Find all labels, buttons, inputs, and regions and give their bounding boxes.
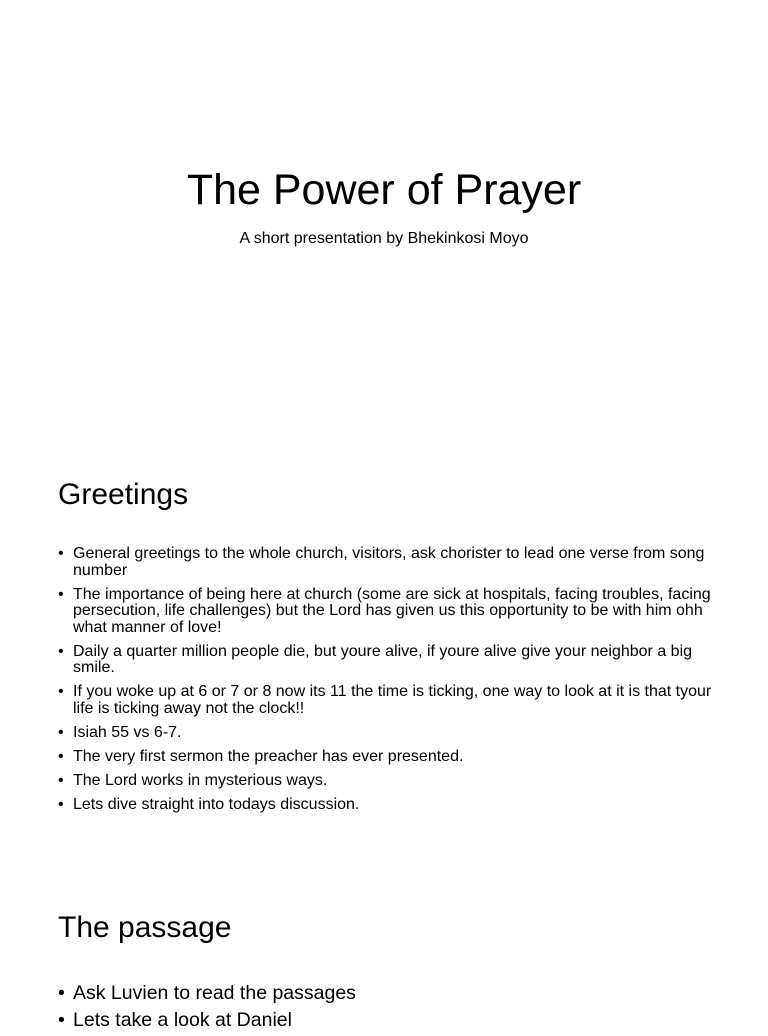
title-slide xyxy=(0,0,768,432)
bullet-list xyxy=(58,982,718,1036)
slide-heading: Greetings xyxy=(58,478,189,511)
bullet-list xyxy=(58,546,718,821)
bullet-item: • Daily a quarter million people die, but youre alive, if youre alive give your neighbor a big smile. xyxy=(58,644,718,677)
bullet-item: • The importance of being here at church (some are sick at hospitals, facing troubles, facing persecution, life challenges) but the Lord has given us this opportunity to be with him ohh what manner of love! xyxy=(58,587,718,637)
greetings-slide xyxy=(0,433,768,865)
bullet-item: • Lets take a look at Daniel xyxy=(58,1009,718,1031)
passage-slide xyxy=(0,866,768,1031)
bullet-item: • General greetings to the whole church, visitors, ask chorister to lead one verse from song number xyxy=(58,546,718,579)
presentation-subtitle: A short presentation by Bhekinkosi Moyo xyxy=(239,230,529,247)
bullet-item: • The very first sermon the preacher has ever presented. xyxy=(58,749,718,766)
bullet-item: • Ask Luvien to read the passages xyxy=(58,982,718,1004)
bullet-item: • The Lord works in mysterious ways. xyxy=(58,773,718,790)
slide-heading: The passage xyxy=(58,911,232,944)
bullet-item: • If you woke up at 6 or 7 or 8 now its 11 the time is ticking, one way to look at it is that tyour life is ticking away not the clock!! xyxy=(58,684,718,717)
bullet-item: • Lets dive straight into todays discussion. xyxy=(58,797,718,814)
presentation-title: The Power of Prayer xyxy=(186,166,582,214)
bullet-item: • Isiah 55 vs 6-7. xyxy=(58,725,718,742)
